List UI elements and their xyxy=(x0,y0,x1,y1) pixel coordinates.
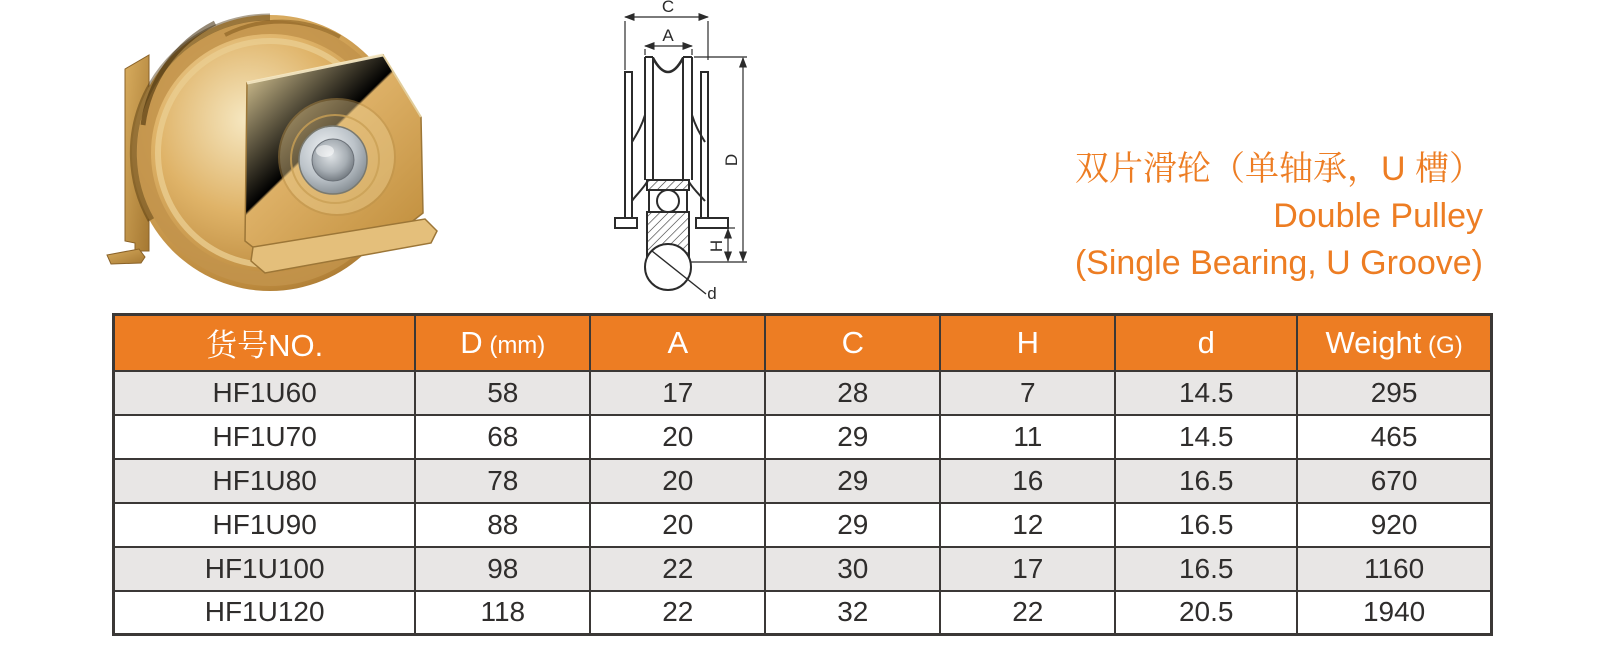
table-cell: 14.5 xyxy=(1115,371,1297,415)
spec-table-body xyxy=(114,371,1492,635)
table-cell: 16 xyxy=(940,459,1115,503)
table-cell: 28 xyxy=(765,371,940,415)
table-cell: 22 xyxy=(590,547,765,591)
table-cell: HF1U60 xyxy=(114,371,416,415)
product-photo xyxy=(105,5,445,303)
table-cell: 14.5 xyxy=(1115,415,1297,459)
technical-diagram xyxy=(575,0,810,302)
table-cell: 20 xyxy=(590,459,765,503)
table-cell: 58 xyxy=(415,371,590,415)
table-cell: 78 xyxy=(415,459,590,503)
table-row xyxy=(114,371,1492,415)
table-row xyxy=(114,547,1492,591)
table-cell: HF1U100 xyxy=(114,547,416,591)
spec-table xyxy=(112,313,1493,636)
table-cell: 1940 xyxy=(1297,591,1491,635)
table-cell: 920 xyxy=(1297,503,1491,547)
table-cell: 11 xyxy=(940,415,1115,459)
table-cell: HF1U80 xyxy=(114,459,416,503)
bearing-hub xyxy=(279,99,395,215)
table-cell: 118 xyxy=(415,591,590,635)
table-row xyxy=(114,591,1492,635)
table-cell: 16.5 xyxy=(1115,547,1297,591)
diagram-label-d: d xyxy=(707,284,717,302)
diagram-label-D: D xyxy=(722,153,741,167)
diagram-label-A: A xyxy=(662,26,674,45)
product-title-en: Double Pulley xyxy=(1273,197,1483,235)
table-cell: 20 xyxy=(590,415,765,459)
diagram-label-C: C xyxy=(661,0,675,16)
table-cell: 32 xyxy=(765,591,940,635)
header-cell-d-bore: d xyxy=(1115,315,1297,371)
table-cell: HF1U70 xyxy=(114,415,416,459)
table-cell: HF1U120 xyxy=(114,591,416,635)
product-title-block xyxy=(1075,146,1483,287)
diagram-label-H: H xyxy=(707,239,726,253)
table-cell: 465 xyxy=(1297,415,1491,459)
table-cell: 12 xyxy=(940,503,1115,547)
header-row xyxy=(114,315,1492,371)
header-cell-a: A xyxy=(590,315,765,371)
table-cell: 88 xyxy=(415,503,590,547)
table-cell: 22 xyxy=(590,591,765,635)
header-cell-weight: Weight (G) xyxy=(1297,315,1491,371)
header-cell-c: C xyxy=(765,315,940,371)
table-cell: 22 xyxy=(940,591,1115,635)
table-cell: 29 xyxy=(765,415,940,459)
table-cell: 30 xyxy=(765,547,940,591)
table-cell: 16.5 xyxy=(1115,459,1297,503)
table-cell: 29 xyxy=(765,503,940,547)
table-cell: 29 xyxy=(765,459,940,503)
table-cell: 20.5 xyxy=(1115,591,1297,635)
table-cell: 17 xyxy=(590,371,765,415)
table-cell: 98 xyxy=(415,547,590,591)
table-cell: 295 xyxy=(1297,371,1491,415)
header-cell-item-no: 货号NO. xyxy=(114,315,416,371)
table-row xyxy=(114,415,1492,459)
table-cell: 16.5 xyxy=(1115,503,1297,547)
table-cell: 68 xyxy=(415,415,590,459)
header-cell-d-mm: D (mm) xyxy=(415,315,590,371)
table-cell: 670 xyxy=(1297,459,1491,503)
table-cell: 20 xyxy=(590,503,765,547)
header-cell-h: H xyxy=(940,315,1115,371)
table-cell: 17 xyxy=(940,547,1115,591)
product-subtitle-en: (Single Bearing, U Groove) xyxy=(1074,244,1483,282)
product-title-zh: 双片滑轮（单轴承，U 槽） xyxy=(1075,150,1483,188)
spec-table-header xyxy=(114,315,1492,371)
table-cell: 7 xyxy=(940,371,1115,415)
table-row xyxy=(114,459,1492,503)
table-cell: 1160 xyxy=(1297,547,1491,591)
table-row xyxy=(114,503,1492,547)
table-cell: HF1U90 xyxy=(114,503,416,547)
